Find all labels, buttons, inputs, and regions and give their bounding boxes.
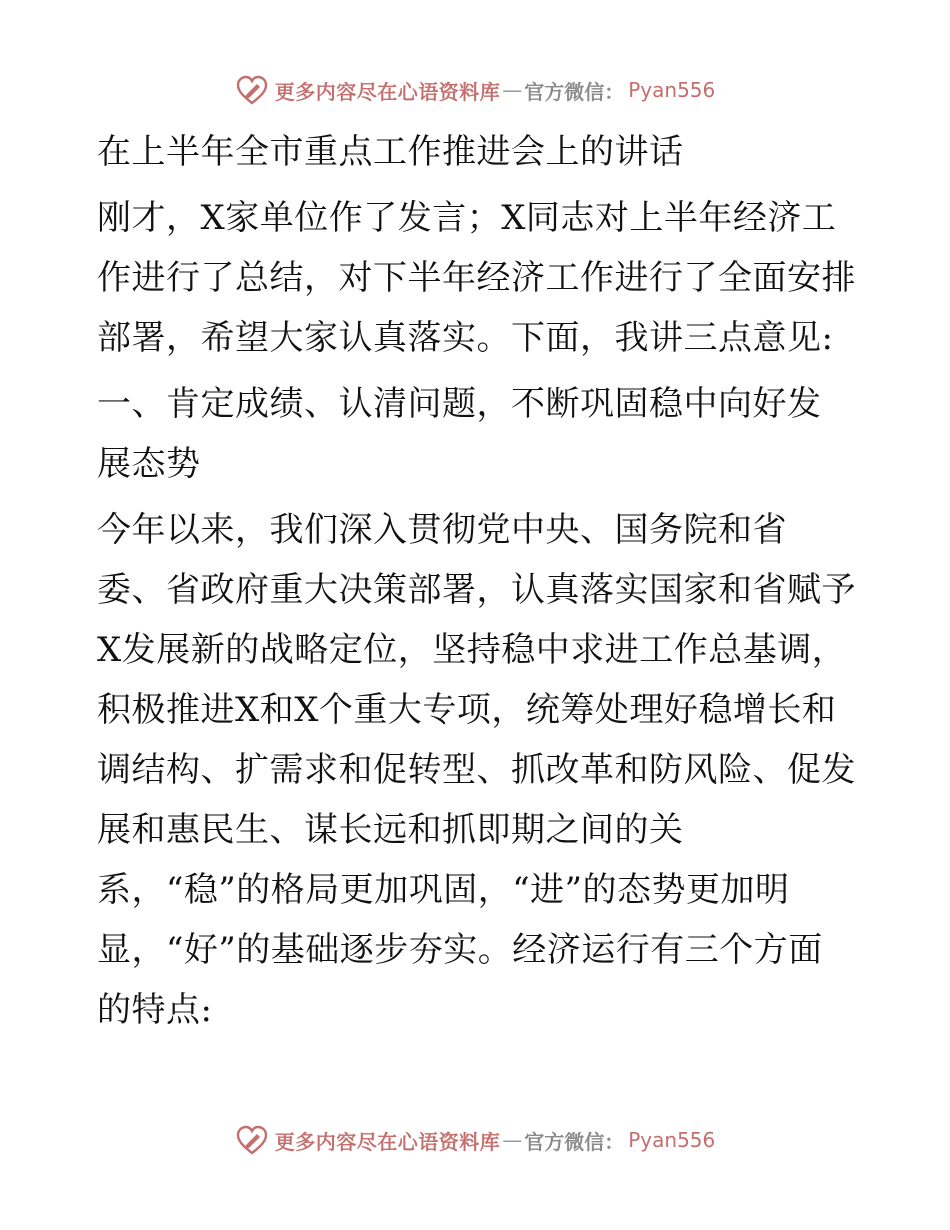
paragraph-line: 系，“稳”的格局更加巩固，“进”的态势更加明 bbox=[97, 870, 790, 910]
section-heading-1 bbox=[97, 374, 857, 494]
watermark-dash: — bbox=[502, 1128, 523, 1152]
paragraph-achievements bbox=[97, 500, 857, 1040]
paragraph-line: 今年以来，我们深入贯彻党中央、国务院和省 bbox=[97, 510, 787, 550]
paragraph-line: 部署，希望大家认真落实。下面，我讲三点意见: bbox=[97, 318, 834, 358]
watermark-official-label: 官方微信： bbox=[524, 1129, 625, 1154]
heading-line: 一、肯定成绩、认清问题，不断巩固稳中向好发 bbox=[97, 384, 822, 424]
heading-line: 展态势 bbox=[97, 444, 201, 484]
paragraph-line: 刚才，X家单位作了发言；X同志对上半年经济工 bbox=[97, 198, 837, 238]
watermark-main-text: 更多内容尽在心语资料库 bbox=[274, 1129, 501, 1154]
paragraph-line: 作进行了总结，对下半年经济工作进行了全面安排 bbox=[97, 258, 856, 298]
watermark-footer bbox=[0, 1120, 950, 1160]
paragraph-line: 展和惠民生、谋长远和抓即期之间的关 bbox=[97, 810, 684, 850]
watermark-wechat-id: Pyan556 bbox=[628, 1128, 716, 1152]
watermark-header bbox=[0, 70, 950, 110]
paragraph-line: 调结构、扩需求和促转型、抓改革和防风险、促发 bbox=[97, 750, 856, 790]
watermark-official-label: 官方微信： bbox=[524, 79, 625, 104]
paragraph-line: 委、省政府重大决策部署，认真落实国家和省赋予 bbox=[97, 570, 856, 610]
paragraph-line: X发展新的战略定位，坚持稳中求进工作总基调， bbox=[97, 630, 847, 670]
paragraph-line: 显，“好”的基础逐步夯实。经济运行有三个方面 bbox=[97, 930, 823, 970]
document-title: 在上半年全市重点工作推进会上的讲话 bbox=[97, 132, 684, 172]
document-body bbox=[97, 122, 857, 1040]
heart-pen-logo-icon bbox=[235, 73, 269, 107]
paragraph-line: 的特点: bbox=[97, 990, 213, 1030]
paragraph-intro bbox=[97, 188, 857, 368]
heart-pen-logo-icon bbox=[235, 1123, 269, 1157]
paragraph-line: 积极推进X和X个重大专项，统筹处理好稳增长和 bbox=[97, 690, 837, 730]
watermark-wechat-id: Pyan556 bbox=[628, 78, 716, 102]
watermark-main-text: 更多内容尽在心语资料库 bbox=[274, 79, 501, 104]
watermark-dash: — bbox=[502, 78, 523, 102]
